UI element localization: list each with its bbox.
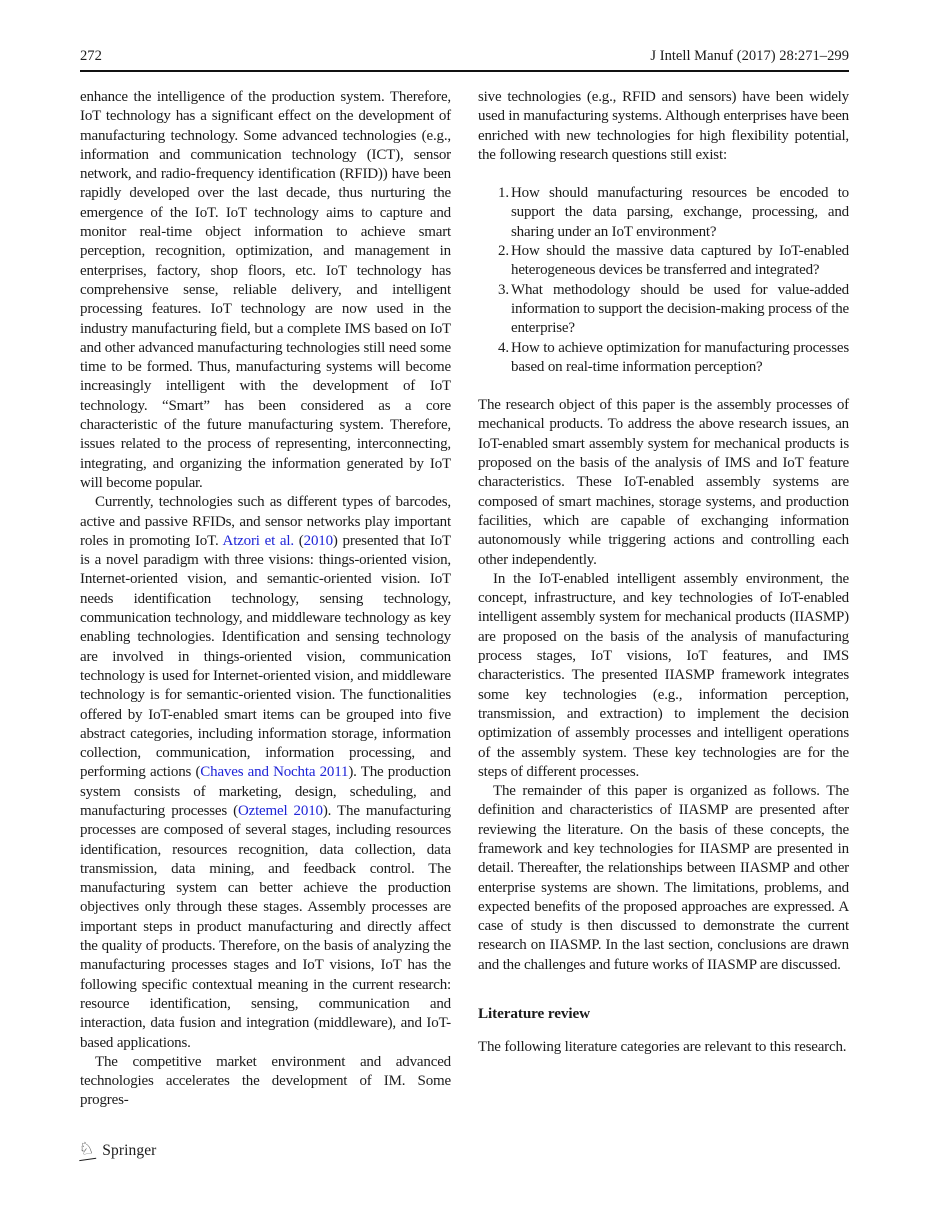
paragraph: The remainder of this paper is organized as follows. The definition and characteristics of IIASMP are presented after reviewing the literature. On the basis of these concepts, the framework and key technologies for IIASMP are presented in detail. Thereafter, the relationships between IIASMP and other enterprise systems are shown. The limitations, problems, and expected benefits of the proposed approaches are expressed. A case of study is then discussed to demonstrate the current research on IIASMP. In the last section, conclusions are drawn and the challenges and future works of IIASMP are discussed. xyxy=(478,783,849,973)
paragraph: The research object of this paper is the assembly processes of mechanical products. To address the above research issues, an IoT-enabled smart assembly system for mechanical products is proposed on the basis of the analysis of IMS and IoT feature characteristics. These IoT-enabled assembly systems are composed of smart machines, storage systems, and production facilities, which are capable of exchanging information autonomously while triggering actions and controlling each other independently. xyxy=(478,397,849,568)
paragraph-continued: enhance the intelligence of the production system. Therefore, IoT technology has a significant effect on the development of manufacturing technology. Some advanced technologies (e.g., information and communication technology (ICT), sensor network, and radio-frequency identification (RFID)) have been rapidly developed over the last decade, thus nurturing the emergence of the IoT. IoT technology aims to capture and monitor real-time object information to achieve smart perception, recognition, optimization, and management in enterprises, factory, shop floors, etc. IoT technology has comprehensive sense, reliable delivery, and intelligent processing features. IoT technology are now used in the industry manufacturing field, but a complete IMS based on IoT and other advanced manufacturing technologies still need some time to be formed. Thus, manufacturing systems will become increasingly intelligent with the development of IoT technology. “Smart” has been considered as a core characteristic of the future manufacturing system. Therefore, issues related to the process of representing, interconnecting, integrating, and organizing the information generated by IoT will become popular. xyxy=(80,89,451,491)
paragraph: In the IoT-enabled intelligent assembly environment, the concept, infrastructure, and key technologies of IoT-enabled intelligent assembly system for mechanical products (IIASMP) are proposed on the basis of the analysis of manufacturing process stages, IoT visions, IoT features, and IMS characteristics. The presented IIASMP framework integrates some key technologies (e.g., information perception, transmission, and extraction) to implement the decision optimization of assembly processes and intelligent operations of the assembly system. These key technologies are for the steps of different processes. xyxy=(478,570,849,780)
list-item-number: 1. xyxy=(498,185,509,202)
header-rule xyxy=(80,70,849,72)
text-segment: ). The manufacturing processes are composed of several stages, including resources identification, resources recognition, data collection, data transmission, data mining, and feedback control. The manufacturing system can better achieve the production objectives only through these stages. Assembly processes are important steps in product manufacturing and directly affect the quality of products. Therefore, on the basis of analyzing the manufacturing processes stages and IoT visions, IoT has the following specific contextual meaning in the current research: resource identification, sensing, communication and interaction, data fusion and integration (middleware), and IoT-based applications. xyxy=(80,802,451,1051)
citation-link[interactable]: Oztemel 2010 xyxy=(237,802,323,819)
right-column xyxy=(478,88,849,1111)
paragraph: The following literature categories are relevant to this research. xyxy=(478,1039,847,1056)
citation-link[interactable]: 2010 xyxy=(303,532,333,549)
publisher-name: Springer xyxy=(102,1142,157,1159)
research-questions-list xyxy=(478,184,849,377)
journal-reference: J Intell Manuf (2017) 28:271–299 xyxy=(650,48,849,64)
list-item xyxy=(478,184,849,242)
section-heading-literature-review: Literature review xyxy=(478,1005,591,1023)
list-item-number: 3. xyxy=(498,281,509,298)
page-number: 272 xyxy=(80,48,102,64)
text-segment: Currently, technologies such as different types of barcodes, active and passive RFIDs, and sensor networks play important roles in promoting IoT. xyxy=(80,494,451,549)
list-item-text: How should manufacturing resources be encoded to support the data parsing, exchange, processing, and sharing under an IoT environment? xyxy=(511,185,849,240)
text-segment: ). The production system consists of marketing, design, scheduling, and manufacturing processes ( xyxy=(80,764,451,819)
paragraph-with-citations xyxy=(80,493,451,1053)
list-item xyxy=(478,242,849,281)
two-column-body xyxy=(80,88,849,1111)
text-segment: ) presented that IoT is a novel paradigm with three visions: things-oriented vision, Internet-oriented vision, and semantic-oriented vision. IoT needs identification technology, sensing technology, communication technology, and middleware technology as key enabling technologies. Identification and sensing technology are involved in things-oriented vision, communication technology is used for Internet-oriented vision, and middleware technology is for semantic-oriented vision. The functionalities offered by IoT-enabled smart items can be grouped into five abstract categories, including information storage, information collection, communication, information processing, and performing actions ( xyxy=(80,532,451,781)
paragraph-continued: sive technologies (e.g., RFID and sensors) have been widely used in manufacturing systems. Although enterprises have been enriched with new technologies for high flexibility potential, the following research questions still exist: xyxy=(478,89,849,163)
running-head xyxy=(80,48,849,65)
list-item-text: How to achieve optimization for manufacturing processes based on real-time information perception? xyxy=(511,339,849,375)
publisher-footer xyxy=(77,1138,157,1160)
list-item-text: How should the massive data captured by IoT-enabled heterogeneous devices be transferred and integrated? xyxy=(511,243,849,279)
springer-knight-logo-icon: ♘ xyxy=(77,1138,96,1160)
list-item-text: What methodology should be used for value-added information to support the decision-making process of the enterprise? xyxy=(511,281,849,337)
citation-link[interactable]: Atzori et al. xyxy=(222,532,294,549)
list-item-number: 2. xyxy=(498,243,509,260)
list-item xyxy=(478,339,849,378)
list-item-number: 4. xyxy=(498,339,509,356)
list-item xyxy=(478,281,849,339)
citation-link[interactable]: Chaves and Nochta 2011 xyxy=(200,764,349,781)
text-segment: ( xyxy=(293,532,304,549)
left-column xyxy=(80,88,451,1111)
paragraph-column-break: The competitive market environment and advanced technologies accelerates the development of IM. Some progres- xyxy=(80,1053,451,1109)
